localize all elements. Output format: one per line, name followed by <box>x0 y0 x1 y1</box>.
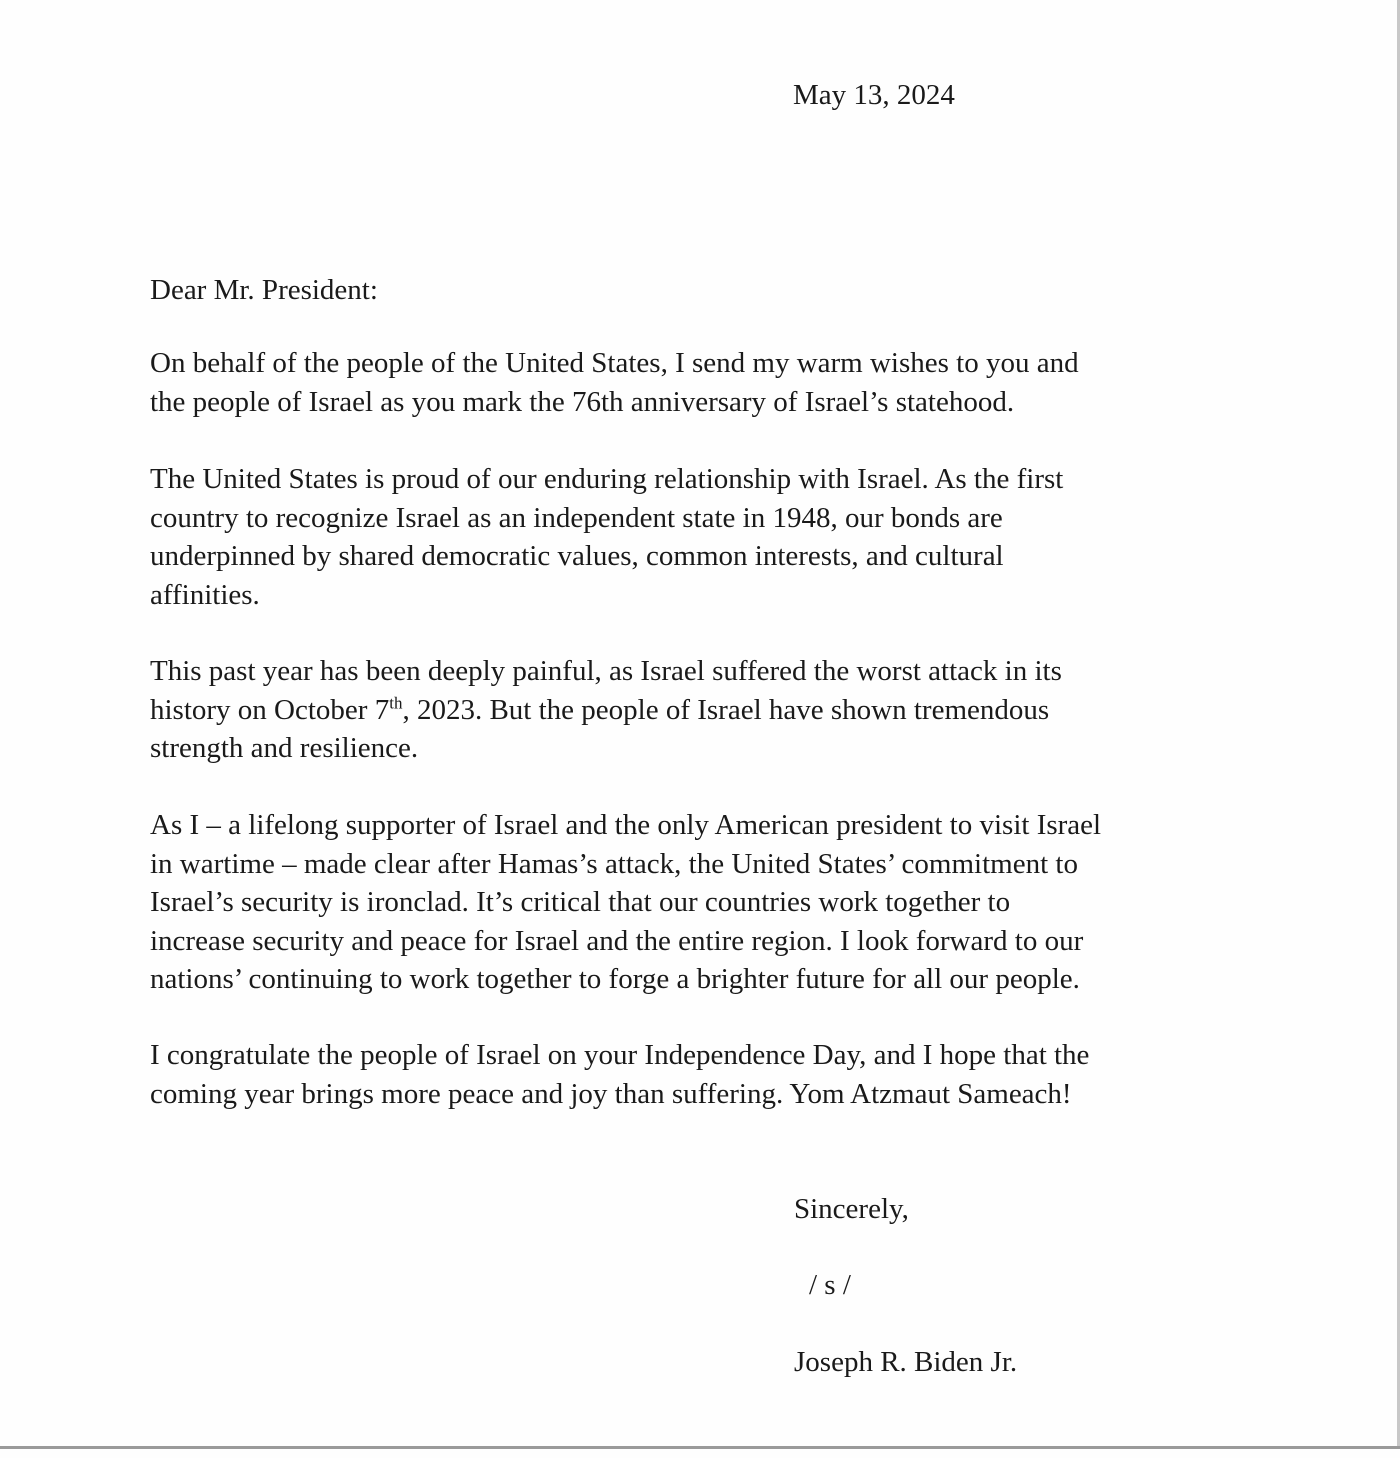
ordinal-superscript: th <box>389 692 403 712</box>
paragraph-line: in wartime – made clear after Hamas’s attack, the United States’ commitment to <box>150 847 1078 880</box>
paragraph-line: strength and resilience. <box>150 732 419 764</box>
paragraph-1 <box>150 344 1079 421</box>
salutation: Dear Mr. President: <box>150 274 378 306</box>
paragraph-line: On behalf of the people of the United States, I send my warm wishes to you and <box>150 347 1079 379</box>
paragraph-line: coming year brings more peace and joy than suffering. Yom Atzmaut Sameach! <box>150 1077 1072 1110</box>
paragraph-3 <box>150 652 1062 768</box>
signature-mark: / s / <box>809 1269 851 1301</box>
paragraph-line: The United States is proud of our enduring relationship with Israel. As the first <box>150 463 1064 495</box>
paragraph-line: underpinned by shared democratic values, common interests, and cultural <box>150 540 1004 572</box>
closing: Sincerely, <box>794 1193 909 1225</box>
paragraph-line: Israel’s security is ironclad. It’s critical that our countries work together to <box>150 886 1011 918</box>
text-segment: history on October 7 <box>150 693 390 726</box>
paragraph-line: country to recognize Israel as an independent state in 1948, our bonds are <box>150 501 1003 534</box>
paragraph-line: I congratulate the people of Israel on your Independence Day, and I hope that the <box>150 1039 1090 1071</box>
paragraph-5 <box>150 1036 1089 1113</box>
paragraph-line-with-superscript <box>150 691 1062 730</box>
paragraph-line: nations’ continuing to work together to forge a brighter future for all our people. <box>150 963 1080 995</box>
signer-name: Joseph R. Biden Jr. <box>794 1346 1018 1378</box>
page-bottom-edge <box>0 1446 1400 1449</box>
letter-date: May 13, 2024 <box>793 79 955 111</box>
paragraph-line: increase security and peace for Israel and the entire region. I look forward to our <box>150 924 1084 957</box>
text-segment: , 2023. But the people of Israel have shown tremendous <box>402 693 1050 726</box>
paragraph-line: As I – a lifelong supporter of Israel and the only American president to visit Israel <box>150 809 1102 841</box>
paragraph-2 <box>150 460 1063 614</box>
paragraph-line: the people of Israel as you mark the 76th anniversary of Israel’s statehood. <box>150 385 1015 418</box>
paragraph-4 <box>150 806 1101 999</box>
paragraph-line: affinities. <box>150 578 260 611</box>
paragraph-line: This past year has been deeply painful, as Israel suffered the worst attack in its <box>150 655 1062 687</box>
